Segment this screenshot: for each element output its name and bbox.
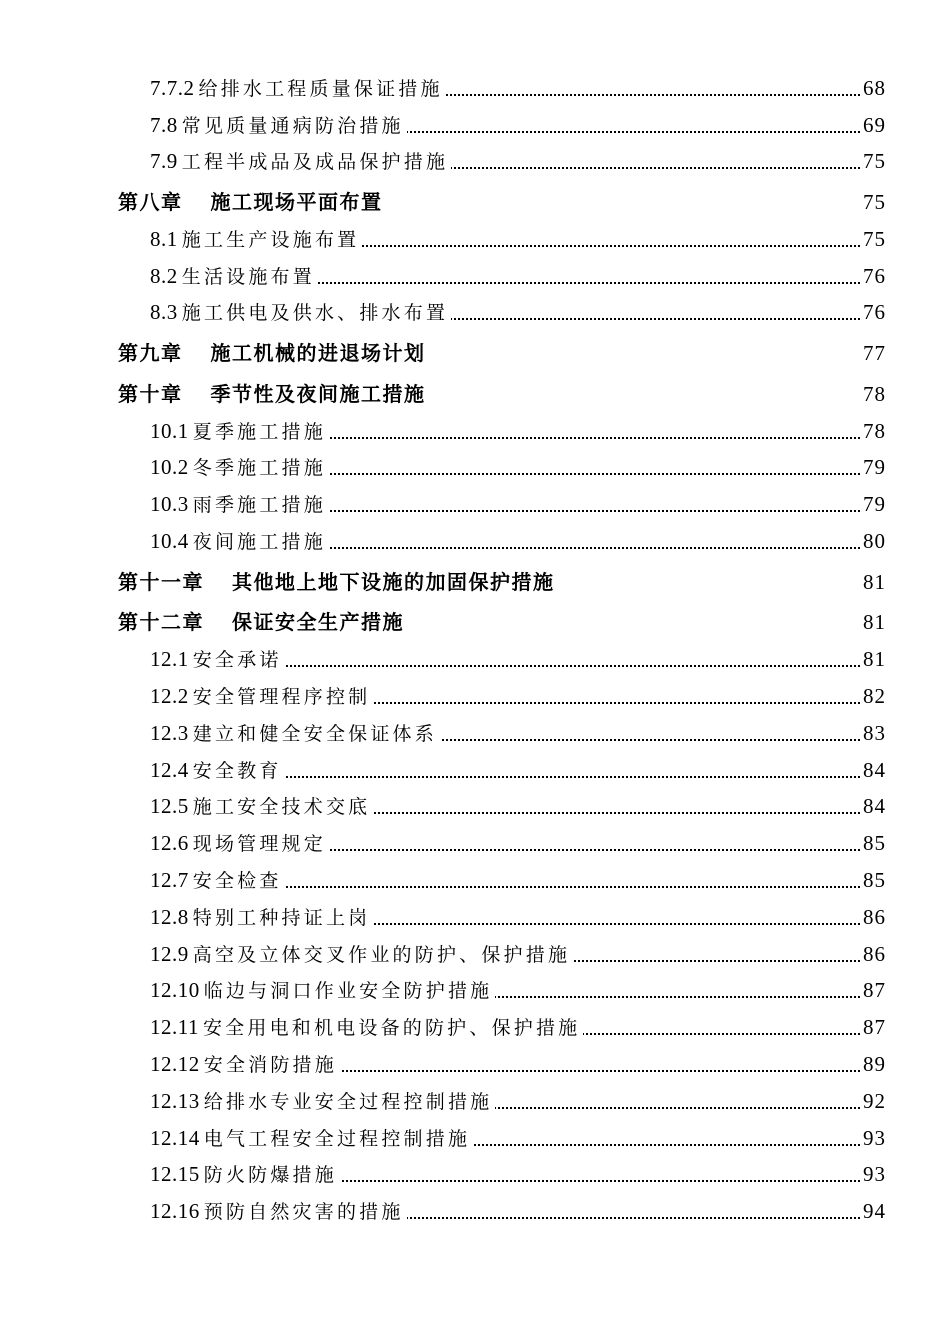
- toc-section-entry[interactable]: [0, 862, 950, 899]
- toc-section-entry[interactable]: [0, 973, 950, 1010]
- section-number: 12.15: [150, 1162, 200, 1187]
- section-number: 10.3: [150, 492, 189, 517]
- section-number: 10.1: [150, 418, 189, 443]
- page-number: 68: [863, 75, 886, 100]
- page-number: 85: [863, 831, 886, 856]
- toc-entry-label: [150, 453, 329, 480]
- entry-title: 施工现场平面布置: [210, 190, 383, 215]
- section-number: 12.5: [150, 794, 189, 819]
- page-number: 79: [863, 455, 886, 480]
- section-number: 12.8: [150, 904, 189, 929]
- toc-section-entry[interactable]: [0, 70, 950, 107]
- section-number: 10.2: [150, 455, 189, 480]
- toc-section-entry[interactable]: [0, 413, 950, 450]
- toc-entry-label: [118, 606, 407, 635]
- entry-title: 施工安全技术交底: [192, 796, 371, 819]
- page-number: 81: [863, 610, 886, 635]
- entry-title: 夜间施工措施: [192, 531, 326, 554]
- chapter-number: 第十一章: [118, 569, 204, 594]
- entry-title: 施工供电及供水、排水布置: [181, 302, 449, 325]
- page-number: 77: [863, 341, 886, 366]
- toc-section-entry[interactable]: [0, 936, 950, 973]
- section-number: 12.11: [150, 1015, 199, 1040]
- entry-title: 安全消防措施: [203, 1053, 337, 1076]
- entry-title: 安全管理程序控制: [192, 686, 371, 708]
- toc-entry-label: [150, 829, 329, 856]
- entry-title: 雨季施工措施: [192, 494, 326, 517]
- section-number: 8.2: [150, 263, 178, 288]
- chapter-number: 第十章: [118, 381, 183, 406]
- page-number: 89: [863, 1051, 886, 1076]
- toc-entry-label: [150, 866, 285, 893]
- toc-section-entry[interactable]: [0, 295, 950, 332]
- toc-chapter-entry[interactable]: [0, 560, 950, 601]
- entry-title: 安全检查: [192, 869, 282, 892]
- toc-entry-label: [150, 298, 451, 325]
- toc-section-entry[interactable]: [0, 789, 950, 826]
- toc-section-entry[interactable]: [0, 258, 950, 295]
- section-number: 12.2: [150, 684, 189, 708]
- entry-title: 特别工种持证上岗: [192, 906, 371, 929]
- page-number: 76: [863, 300, 886, 325]
- entry-title: 季节性及夜间施工措施: [210, 381, 426, 406]
- table-of-contents: [0, 70, 950, 1230]
- toc-entry-label: [150, 645, 285, 672]
- page-number: 85: [863, 867, 886, 892]
- entry-title: 现场管理规定: [192, 833, 326, 856]
- chapter-number: 第九章: [118, 341, 183, 366]
- section-number: 7.7.2: [150, 75, 195, 100]
- toc-section-entry[interactable]: [0, 450, 950, 487]
- section-number: 12.3: [150, 720, 189, 745]
- toc-section-entry[interactable]: [0, 752, 950, 789]
- toc-entry-label: [118, 566, 558, 595]
- section-number: 8.1: [150, 226, 178, 251]
- toc-section-entry[interactable]: [0, 1120, 950, 1157]
- toc-entry-label: [150, 976, 495, 1003]
- toc-entry-label: [150, 682, 373, 709]
- page-number: 87: [863, 1015, 886, 1040]
- section-number: 12.4: [150, 757, 189, 782]
- toc-entry-label: [150, 756, 285, 783]
- section-number: 12.1: [150, 647, 189, 672]
- toc-entry-label: [150, 74, 446, 101]
- entry-title: 施工生产设施布置: [181, 228, 360, 251]
- toc-section-entry[interactable]: [0, 641, 950, 678]
- toc-section-entry[interactable]: [0, 899, 950, 936]
- page-number: 92: [863, 1088, 886, 1113]
- page-number: 84: [863, 757, 886, 782]
- entry-title: 保证安全生产措施: [232, 610, 404, 635]
- toc-section-entry[interactable]: [0, 1157, 950, 1194]
- entry-title: 给排水工程质量保证措施: [198, 77, 443, 100]
- toc-entry-label: [150, 1124, 473, 1151]
- page-number: 87: [863, 978, 886, 1003]
- toc-chapter-entry[interactable]: [0, 372, 950, 413]
- section-number: 12.12: [150, 1051, 200, 1076]
- section-number: 7.9: [150, 149, 178, 174]
- toc-entry-label: [150, 1197, 407, 1224]
- toc-section-entry[interactable]: [0, 1083, 950, 1120]
- chapter-number: 第八章: [118, 190, 183, 215]
- page-number: 81: [863, 647, 886, 672]
- toc-section-entry[interactable]: [0, 1193, 950, 1230]
- entry-title: 生活设施布置: [181, 265, 315, 288]
- page-number: 69: [863, 112, 886, 137]
- page-number: 78: [863, 381, 886, 406]
- page-number: 75: [863, 149, 886, 174]
- page-number: 93: [863, 1125, 886, 1150]
- toc-section-entry[interactable]: [0, 221, 950, 258]
- toc-entry-label: [150, 1087, 495, 1114]
- toc-entry-label: [150, 719, 440, 746]
- entry-title: 安全教育: [192, 759, 282, 782]
- page-number: 86: [863, 941, 886, 966]
- entry-title: 工程半成品及成品保护措施: [181, 151, 449, 174]
- section-number: 12.6: [150, 831, 189, 856]
- entry-title: 安全承诺: [192, 649, 282, 672]
- toc-section-entry[interactable]: [0, 1009, 950, 1046]
- entry-title: 临边与洞口作业安全防护措施: [203, 980, 493, 1003]
- toc-entry-label: [150, 490, 329, 517]
- section-number: 12.9: [150, 941, 189, 966]
- page-number: 75: [863, 190, 886, 215]
- entry-title: 预防自然灾害的措施: [203, 1201, 404, 1224]
- toc-entry-label: [150, 940, 573, 967]
- page-number: 79: [863, 492, 886, 517]
- toc-entry-label: [150, 225, 362, 252]
- chapter-number: 第十二章: [118, 610, 204, 635]
- toc-section-entry[interactable]: [0, 107, 950, 144]
- toc-section-entry[interactable]: [0, 1046, 950, 1083]
- toc-section-entry[interactable]: [0, 678, 950, 715]
- entry-title: 施工机械的进退场计划: [210, 341, 426, 366]
- page-number: 78: [863, 418, 886, 443]
- toc-chapter-entry[interactable]: [0, 331, 950, 372]
- page-number: 93: [863, 1162, 886, 1187]
- section-number: 12.7: [150, 867, 189, 892]
- toc-entry-label: [118, 337, 429, 366]
- toc-entry-label: [150, 147, 451, 174]
- toc-entry-label: [150, 792, 373, 819]
- entry-title: 建立和健全安全保证体系: [192, 722, 437, 745]
- entry-title: 防火防爆措施: [203, 1164, 337, 1187]
- entry-title: 高空及立体交叉作业的防护、保护措施: [192, 943, 571, 966]
- section-number: 7.8: [150, 112, 178, 137]
- entry-title: 其他地上地下设施的加固保护措施: [232, 569, 555, 594]
- page-number: 83: [863, 720, 886, 745]
- toc-chapter-entry[interactable]: [0, 180, 950, 221]
- entry-title: 冬季施工措施: [192, 457, 326, 480]
- page-number: 75: [863, 226, 886, 251]
- section-number: 10.4: [150, 529, 189, 554]
- toc-entry-label: [118, 378, 429, 407]
- toc-section-entry[interactable]: [0, 523, 950, 560]
- toc-entry-label: [150, 903, 373, 930]
- section-number: 12.10: [150, 978, 200, 1003]
- toc-entry-label: [150, 262, 318, 289]
- section-number: 12.16: [150, 1199, 200, 1224]
- toc-entry-label: [150, 1050, 340, 1077]
- page-number: 86: [863, 904, 886, 929]
- toc-entry-label: [150, 417, 329, 444]
- toc-entry-label: [150, 527, 329, 554]
- page-number: 82: [863, 684, 886, 708]
- section-number: 12.14: [150, 1125, 200, 1150]
- toc-entry-label: [150, 111, 407, 138]
- page-number: 76: [863, 263, 886, 288]
- toc-section-entry[interactable]: [0, 715, 950, 752]
- toc-section-entry[interactable]: [0, 825, 950, 862]
- toc-entry-label: [150, 1013, 583, 1040]
- toc-entry-label: [118, 186, 386, 215]
- toc-section-entry[interactable]: [0, 486, 950, 523]
- section-number: 12.13: [150, 1088, 200, 1113]
- entry-title: 给排水专业安全过程控制措施: [203, 1090, 493, 1113]
- page-number: 81: [863, 569, 886, 594]
- entry-title: 夏季施工措施: [192, 420, 326, 443]
- page-number: 80: [863, 529, 886, 554]
- section-number: 8.3: [150, 300, 178, 325]
- toc-section-entry[interactable]: [0, 144, 950, 181]
- toc-chapter-entry[interactable]: [0, 601, 950, 642]
- entry-title: 常见质量通病防治措施: [181, 114, 404, 137]
- page-number: 94: [863, 1199, 886, 1224]
- toc-entry-label: [150, 1160, 340, 1187]
- page-number: 84: [863, 794, 886, 819]
- entry-title: 电气工程安全过程控制措施: [203, 1127, 471, 1150]
- entry-title: 安全用电和机电设备的防护、保护措施: [202, 1017, 581, 1040]
